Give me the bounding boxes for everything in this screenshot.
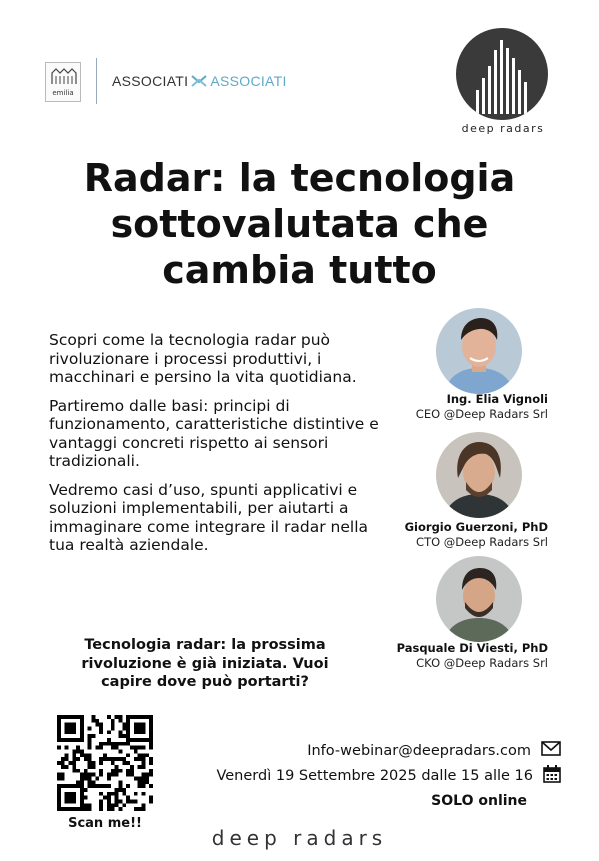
associati-logo-left: ASSOCIATI <box>112 73 189 89</box>
speaker-3-name: Pasquale Di Viesti, PhD <box>396 641 548 655</box>
speaker-2-name: Giorgio Guerzoni, PhD <box>404 520 548 534</box>
event-date: Venerdì 19 Settembre 2025 dalle 15 alle 16 <box>216 768 533 784</box>
title-line-1: Radar: la tecnologia <box>83 156 516 200</box>
building-logo-icon <box>51 67 77 85</box>
qr-code[interactable] <box>57 715 153 811</box>
speaker-2-role: CTO @Deep Radars Srl <box>416 535 548 549</box>
speaker-1-role: CEO @Deep Radars Srl <box>415 407 548 421</box>
speaker-3-photo <box>436 556 522 642</box>
logo-divider <box>96 58 97 104</box>
speaker-1-photo <box>436 308 522 394</box>
associati-logo <box>112 72 287 90</box>
deep-radars-logo <box>456 28 548 120</box>
scan-me-label: Scan me!! <box>68 816 142 831</box>
event-mode: SOLO online <box>431 793 527 809</box>
title-line-2: sottovalutata che <box>110 202 489 246</box>
cta-line-2: rivoluzione è già iniziata. Vuoi <box>81 655 329 672</box>
call-to-action <box>40 636 370 692</box>
calendar-icon <box>543 765 561 787</box>
page-title <box>30 155 569 293</box>
emilia-logo <box>45 62 81 102</box>
email-line <box>307 741 561 760</box>
deep-radars-brand-text: deep radars <box>461 122 545 135</box>
description <box>49 331 379 565</box>
emilia-logo-text: emilia <box>52 89 74 97</box>
cta-line-3: capire dove può portarti? <box>101 674 309 690</box>
cta-line-1: Tecnologia radar: la prossima <box>84 637 326 653</box>
description-paragraph-2: Partiremo dalle basi: principi di funzionamento, caratteristiche distintive e vantaggi concreti rispetto ai sensori tradizionali. <box>49 396 379 470</box>
email-link[interactable]: Info-webinar@deepradars.com <box>307 742 531 759</box>
description-paragraph-3: Vedremo casi d’uso, spunti applicativi e soluzioni implementabili, per aiutarti a immaginare come integrare il radar nella tua realtà aziendale. <box>49 480 368 554</box>
description-paragraph-1: Scopri come la tecnologia radar può rivoluzionare i processi produttivi, i macchinari e persino la vita quotidiana. <box>49 331 357 386</box>
speaker-3-role: CKO @Deep Radars Srl <box>416 656 548 670</box>
deep-radars-logo-icon <box>456 28 548 120</box>
date-line <box>216 765 561 787</box>
header <box>0 0 599 150</box>
footer-brand: deep radars <box>211 826 388 850</box>
mail-icon <box>541 741 561 760</box>
speaker-1-name: Ing. Elia Vignoli <box>446 392 548 406</box>
title-line-3: cambia tutto <box>162 248 437 292</box>
handshake-logo-icon <box>190 72 208 90</box>
speaker-2-photo <box>436 432 522 518</box>
associati-logo-right: ASSOCIATI <box>210 73 287 89</box>
